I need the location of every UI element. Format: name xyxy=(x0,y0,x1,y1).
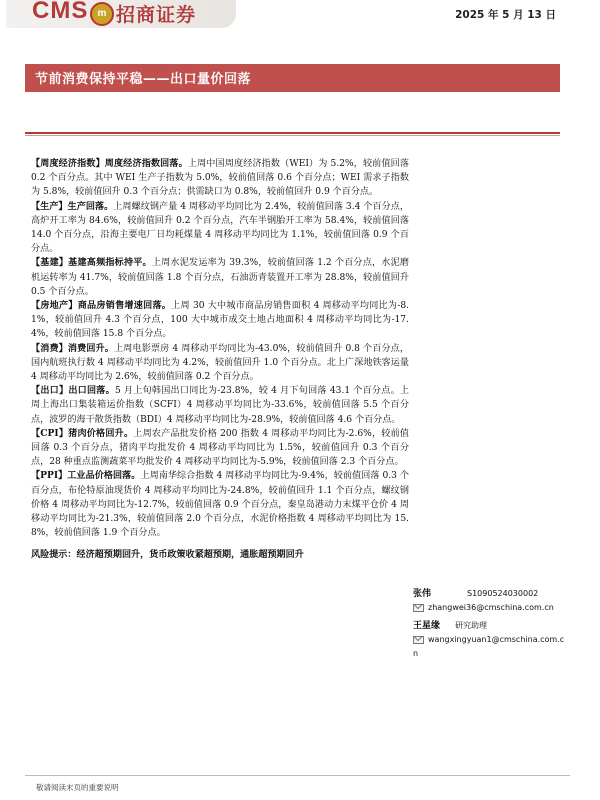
paragraph-lead: 【周度经济指数】周度经济指数回落。 xyxy=(31,158,188,169)
paragraph-text: 上周水泥发运率为 39.3%，较前值回落 1.2 个百分点，水泥磨机运转率为 41.7%，较前值回落 1.8 个百分点，石油沥青装置开工率为 28.8%，较前值回升 0.5 个百分点。 xyxy=(31,258,409,297)
analyst-role: 研究助理 xyxy=(455,621,487,630)
analyst-name: 王星缘 xyxy=(413,621,441,631)
paragraph-text: 上周螺纹钢产量 4 周移动平均同比为 2.4%，较前值回落 3.4 个百分点，高炉开工率为 84.6%，较前值回升 0.2 个百分点，汽车半钢胎开工率为 58.4%，较前值回落 14.0 个百分点，沿海主要电厂日均耗煤量 4 周移动平均同比为 1.1%，较前值回落 0.9 个百分点。 xyxy=(31,201,409,255)
paragraph-lead: 【房地产】商品房销售增速回落。 xyxy=(31,300,172,312)
mail-icon xyxy=(413,604,424,612)
report-body xyxy=(31,157,409,563)
title-bar xyxy=(25,64,560,92)
header xyxy=(0,0,600,40)
footer-note: 敬请阅读末页的重要说明 xyxy=(36,783,119,792)
analyst-email[interactable]: zhangwei36@cmschina.com.cn xyxy=(428,603,554,612)
paragraph-lead: 【出口】出口回落。 xyxy=(31,385,115,397)
paragraph-ppi xyxy=(31,469,409,540)
analyst-2 xyxy=(413,619,573,633)
analyst-panel xyxy=(413,587,573,661)
paragraph-text: 上周中国周度经济指数（WEI）为 5.2%，较前值回落 0.2 个百分点。其中 WEI 生产子指数为 5.0%，较前值回落 0.6 个百分点；WEI 需求子指数为 5.8%，较前值回升 0.3 个百分点；供需缺口为 0.8%，较前值回升 0.9 个百分点。 xyxy=(31,159,409,198)
paragraph-lead: 【基建】基建高频指标持平。 xyxy=(31,257,152,269)
report-title: 节前消费保持平稳——出口量价回落 xyxy=(35,72,252,87)
paragraph-cpi xyxy=(31,427,409,470)
paragraph-text: 上周农产品批发价格 200 指数 4 周移动平均同比为-2.6%，较前值回落 0.3 个百分点，猪肉平均批发价 4 周移动平均同比为 1.5%，较前值回升 0.3 个百分点，28 种重点监测蔬菜平均批发价 4 周移动平均同比为-5.9%，较前值回落 2.3 个百分点。 xyxy=(31,428,409,468)
paragraph-export xyxy=(31,384,409,427)
paragraph-lead: 【PPI】工业品价格回落。 xyxy=(31,470,141,482)
analyst-1-email-row xyxy=(413,601,573,615)
analyst-2-email-row xyxy=(413,633,573,647)
paragraph-infrastructure xyxy=(31,256,409,299)
logo xyxy=(6,0,236,28)
logo-cms-text: CMS xyxy=(32,0,89,24)
analyst-email-continuation[interactable]: n xyxy=(413,649,419,658)
mail-icon xyxy=(413,636,424,644)
paragraph-lead: 【消费】消费回升。 xyxy=(31,342,115,354)
analyst-1 xyxy=(413,587,573,601)
analyst-certificate: S1090524030002 xyxy=(467,589,539,598)
paragraph-text: 5 月上旬韩国出口同比为-23.8%，较 4 月下旬回落 43.1 个百分点。上周上海出口集装箱运价指数（SCFI）4 周移动平均同比为-33.6%，较前值回落 5.5 个百分点，波罗的海干散货指数（BDI）4 周移动平均同比为-28.9%，较前值回落 4.6 个百分点。 xyxy=(31,386,409,425)
paragraph-lead: 【CPI】猪肉价格回升。 xyxy=(31,427,134,439)
logo-mark-icon: m xyxy=(90,2,114,26)
paragraph-real-estate xyxy=(31,299,409,342)
divider xyxy=(25,132,560,134)
paragraph-lead: 【生产】生产回落。 xyxy=(31,200,114,212)
analyst-name: 张伟 xyxy=(413,589,432,599)
divider-thin xyxy=(25,135,560,136)
paragraph-text: 上周电影票房 4 周移动平均同比为-43.0%，较前值回升 0.8 个百分点，国内航班执行数 4 周移动平均同比为 4.2%，较前值回升 1.0 个百分点。北上广深地铁客运量 4 周移动平均同比为 2.6%，较前值回落 0.2 个百分点。 xyxy=(31,343,409,383)
footer-divider xyxy=(25,775,570,776)
paragraph-text: 上周南华综合指数 4 周移动平均同比为-9.4%，较前值回落 0.3 个百分点，布伦特原油现货价 4 周移动平均同比为-24.8%，较前值回升 1.1 个百分点，螺纹钢价格 4 周移动平均同比为-12.7%，较前值回落 0.9 个百分点，秦皇岛港动力末煤平仓价 4 周移动平均同比为-21.3%，较前值回落 2.0 个百分点，水泥价格指数 4 周移动平均同比为 15.8%，较前值回落 1.9 个百分点。 xyxy=(31,471,409,539)
risk-warning: 风险提示：经济超预期回升，货币政策收紧超预期，通胀超预期回升 xyxy=(31,549,304,561)
paragraph-production xyxy=(31,200,409,257)
analyst-email[interactable]: wangxingyuan1@cmschina.com.c xyxy=(428,635,565,644)
report-date: 2025 年 5 月 13 日 xyxy=(455,9,556,21)
paragraph-text: 上周 30 大中城市商品房销售面积 4 周移动平均同比为-8.1%，较前值回升 4.3 个百分点，100 大中城市成交土地占地面积 4 周移动平均同比为-17.4%，较前值回落 15.8 个百分点。 xyxy=(31,301,409,340)
logo-company-name: 招商证券 xyxy=(116,4,197,26)
analyst-2-email-cont xyxy=(413,647,573,661)
paragraph-consumption xyxy=(31,342,409,385)
paragraph-wei xyxy=(31,157,409,200)
